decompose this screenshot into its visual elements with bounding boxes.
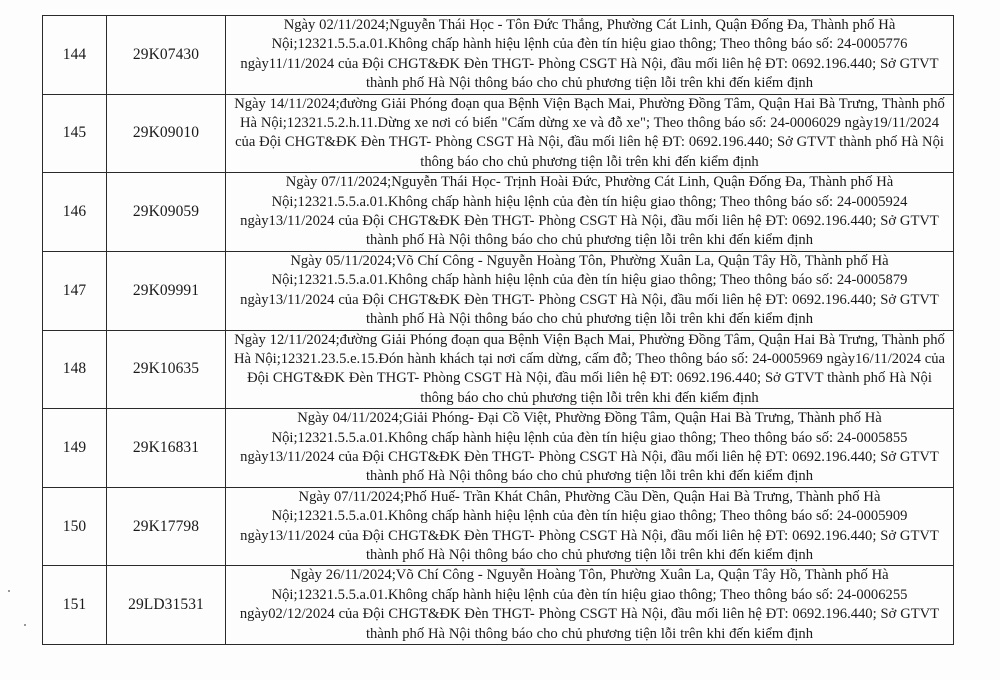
- row-number: 151: [43, 566, 107, 645]
- row-number: 149: [43, 409, 107, 488]
- violation-description-text: Ngày 02/11/2024;Nguyễn Thái Học - Tôn Đức Thắng, Phường Cát Linh, Quận Đống Đa, Thành phố Hà Nội;12321.5.5.a.01.Không chấp hành hiệu lệnh của đèn tín hiệu giao thông; Theo thông báo số: 24-0005776 ngày11/11/2024 của Đội CHGT&ĐK Đèn THGT- Phòng CSGT Hà Nội, đầu mối liên hệ ĐT: 0692.196.440; Sở GTVT thành phố Hà Nội thông báo cho chủ phương tiện lỗi trên khi đến kiểm định: [240, 17, 939, 92]
- table-row: [43, 487, 954, 566]
- license-plate: 29K07430: [107, 16, 226, 95]
- violation-description: [226, 409, 954, 488]
- table-row: [43, 173, 954, 252]
- table-row: [43, 566, 954, 645]
- table-row: [43, 409, 954, 488]
- row-number: 148: [43, 330, 107, 409]
- table-row: [43, 251, 954, 330]
- license-plate: 29K09010: [107, 94, 226, 173]
- violation-description: [226, 251, 954, 330]
- license-plate: 29K09059: [107, 173, 226, 252]
- row-number: 145: [43, 94, 107, 173]
- violation-description-text: Ngày 26/11/2024;Võ Chí Công - Nguyễn Hoàng Tôn, Phường Xuân La, Quận Tây Hồ, Thành phố Hà Nội;12321.5.5.a.01.Không chấp hành hiệu lệnh của đèn tín hiệu giao thông; Theo thông báo số: 24-0006255 ngày02/12/2024 của Đội CHGT&ĐK Đèn THGT- Phòng CSGT Hà Nội, đầu mối liên hệ ĐT: 0692.196.440; Sở GTVT thành phố Hà Nội thông báo cho chủ phương tiện lỗi trên khi đến kiểm định: [239, 567, 940, 642]
- license-plate: 29K17798: [107, 487, 226, 566]
- row-number: 146: [43, 173, 107, 252]
- violation-description-text: Ngày 05/11/2024;Võ Chí Công - Nguyễn Hoàng Tôn, Phường Xuân La, Quận Tây Hồ, Thành phố Hà Nội;12321.5.5.a.01.Không chấp hành hiệu lệnh của đèn tín hiệu giao thông; Theo thông báo số: 24-0005879 ngày13/11/2024 của Đội CHGT&ĐK Đèn THGT- Phòng CSGT Hà Nội, đầu mối liên hệ ĐT: 0692.196.440; Sở GTVT thành phố Hà Nội thông báo cho chủ phương tiện lỗi trên khi đến kiểm định: [240, 252, 939, 328]
- row-number: 147: [43, 251, 107, 330]
- license-plate: 29K10635: [107, 330, 226, 409]
- violation-description: [226, 487, 954, 566]
- violation-description-text: Ngày 07/11/2024;Phố Huế- Trần Khát Chân, Phường Cầu Dền, Quận Hai Bà Trưng, Thành phố Hà Nội;12321.5.5.a.01.Không chấp hành hiệu lệnh của đèn tín hiệu giao thông; Theo thông báo số: 24-0005909 ngày13/11/2024 của Đội CHGT&ĐK Đèn THGT- Phòng CSGT Hà Nội, đầu mối liên hệ ĐT: 0692.196.440; Sở GTVT thành phố Hà Nội thông báo cho chủ phương tiện lỗi trên khi đến kiểm định: [240, 488, 939, 563]
- table-row: [43, 16, 954, 95]
- violation-description: [226, 566, 954, 645]
- row-number: 144: [43, 16, 107, 95]
- violations-table: [42, 15, 954, 645]
- violation-description: [226, 94, 954, 173]
- table-row: [43, 330, 954, 409]
- license-plate: 29LD31531: [107, 566, 226, 645]
- violation-description-text: Ngày 07/11/2024;Nguyễn Thái Học- Trịnh Hoài Đức, Phường Cát Linh, Quận Đống Đa, Thành phố Hà Nội;12321.5.5.a.01.Không chấp hành hiệu lệnh của đèn tín hiệu giao thông; Theo thông báo số: 24-0005924 ngày13/11/2024 của Đội CHGT&ĐK Đèn THGT- Phòng CSGT Hà Nội, đầu mối liên hệ ĐT: 0692.196.440; Sở GTVT thành phố Hà Nội thông báo cho chủ phương tiện lỗi trên khi đến kiểm định: [240, 174, 939, 249]
- violation-description: [226, 330, 954, 409]
- license-plate: 29K16831: [107, 409, 226, 488]
- violation-description-text: Ngày 14/11/2024;đường Giải Phóng đoạn qua Bệnh Viện Bạch Mai, Phường Đồng Tâm, Quận Hai Bà Trưng, Thành phố Hà Nội;12321.5.2.h.11.Dừng xe nơi có biển "Cấm dừng xe và đỗ xe"; Theo thông báo số: 24-0006029 ngày19/11/2024 của Đội CHGT&ĐK Đèn THGT- Phòng CSGT Hà Nội, đầu mối liên hệ ĐT: 0692.196.440; Sở GTVT thành phố Hà Nội thông báo cho chủ phương tiện lỗi trên khi đến kiểm định: [234, 95, 945, 170]
- table-row: [43, 94, 954, 173]
- violation-description-text: Ngày 12/11/2024;đường Giải Phóng đoạn qua Bệnh Viện Bạch Mai, Phường Đồng Tâm, Quận Hai Bà Trưng, Thành phố Hà Nội;12321.23.5.e.15.Đón hành khách tại nơi cấm dừng, cấm đỗ; Theo thông báo số: 24-0005969 ngày16/11/2024 của Đội CHGT&ĐK Đèn THGT- Phòng CSGT Hà Nội, đầu mối liên hệ ĐT: 0692.196.440; Sở GTVT thành phố Hà Nội thông báo cho chủ phương tiện lỗi trên khi đến kiểm định: [233, 331, 946, 406]
- license-plate: 29K09991: [107, 251, 226, 330]
- violations-table-body: [43, 16, 954, 645]
- violation-description: [226, 16, 954, 95]
- row-number: 150: [43, 487, 107, 566]
- scan-speck: [8, 590, 10, 592]
- scan-speck: [24, 624, 26, 626]
- violation-description-text: Ngày 04/11/2024;Giải Phóng- Đại Cồ Việt, Phường Đồng Tâm, Quận Hai Bà Trưng, Thành phố Hà Nội;12321.5.5.a.01.Không chấp hành hiệu lệnh của đèn tín hiệu giao thông; Theo thông báo số: 24-0005855 ngày13/11/2024 của Đội CHGT&ĐK Đèn THGT- Phòng CSGT Hà Nội, đầu mối liên hệ ĐT: 0692.196.440; Sở GTVT thành phố Hà Nội thông báo cho chủ phương tiện lỗi trên khi đến kiểm định: [240, 410, 939, 485]
- violation-description: [226, 173, 954, 252]
